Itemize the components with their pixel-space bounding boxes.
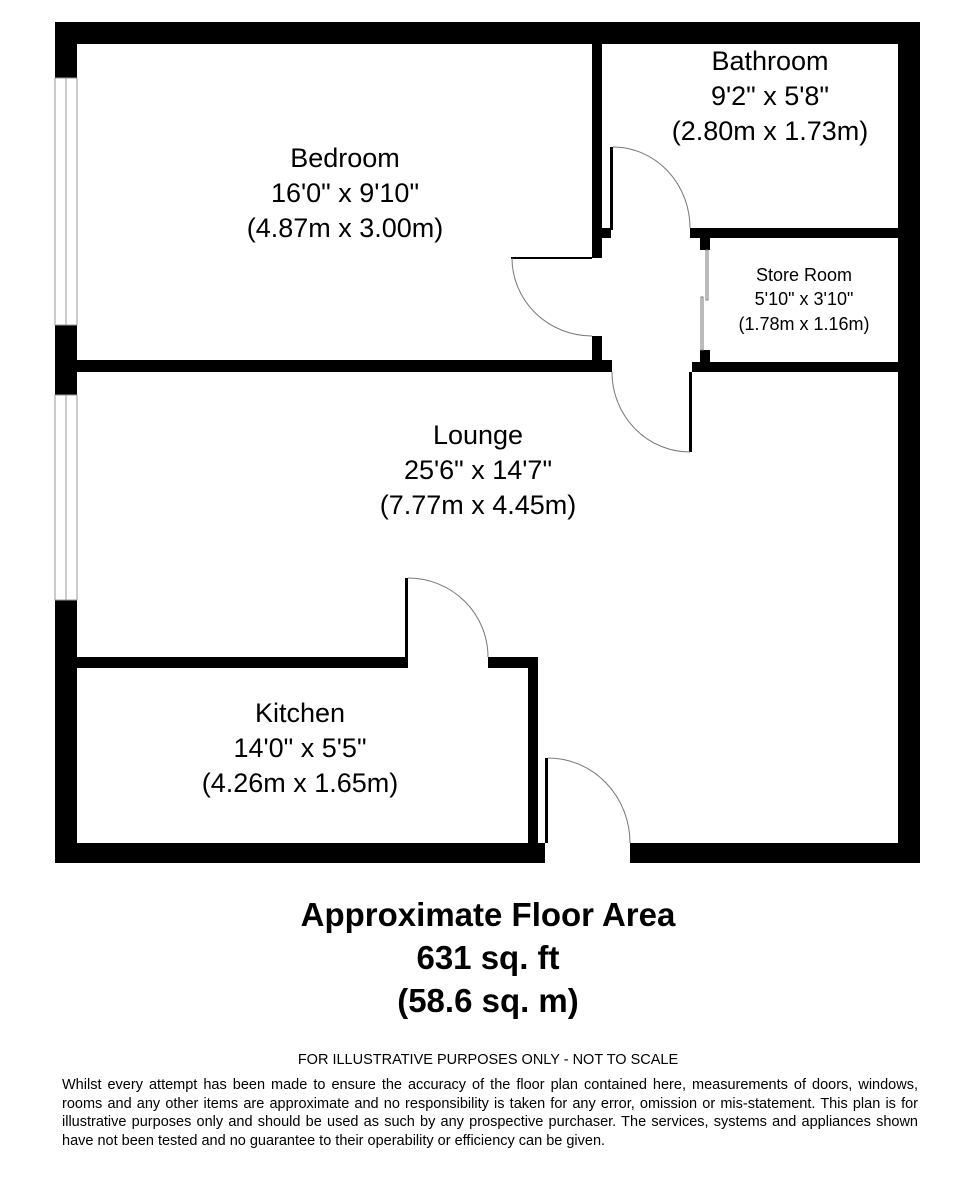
left-wall-upper bbox=[55, 22, 77, 78]
lounge-door-leaf bbox=[689, 372, 692, 452]
kitchen-top-wall bbox=[55, 657, 408, 668]
store-room-name: Store Room bbox=[755, 265, 853, 285]
bathroom-imperial: 9'2" x 5'8" bbox=[710, 81, 830, 112]
room-label-bedroom bbox=[170, 141, 520, 246]
bottom-wall-right bbox=[630, 843, 920, 863]
bedroom-bathroom-wall bbox=[592, 44, 602, 258]
bathroom-door-leaf bbox=[610, 147, 613, 230]
disclaimer-text: Whilst every attempt has been made to ensure the accuracy of the floor plan contained here, measurements of doors, windows, rooms and any other items are approximate and no responsibility is taken for any error, omission or mis-statement. This plan is for illustrative purposes only and should be used as such by any prospective purchaser. The services, systems and appliances shown have not been tested and no guarantee to their operability or efficiency can be given. bbox=[62, 1077, 918, 1149]
lounge-metric: (7.77m x 4.45m) bbox=[379, 490, 577, 521]
floor-area-metric: (58.6 sq. m) bbox=[397, 982, 579, 1019]
lounge-name: Lounge bbox=[432, 420, 524, 450]
floor-area-imperial: 631 sq. ft bbox=[416, 939, 560, 976]
bedroom-imperial: 16'0" x 9'10" bbox=[270, 178, 420, 209]
room-label-store-room bbox=[710, 263, 898, 336]
left-wall-lower bbox=[55, 600, 77, 863]
scale-notice: FOR ILLUSTRATIVE PURPOSES ONLY - NOT TO SCALE bbox=[297, 1052, 679, 1068]
bathroom-metric: (2.80m x 1.73m) bbox=[671, 116, 869, 147]
bathroom-store-wall bbox=[690, 228, 920, 238]
store-room-imperial: 5'10" x 3'10" bbox=[754, 289, 854, 310]
bottom-wall-left bbox=[55, 843, 545, 863]
floor-area-summary bbox=[0, 893, 976, 1022]
store-jamb-bottom bbox=[700, 350, 710, 362]
room-label-lounge bbox=[300, 418, 656, 523]
store-lounge-wall bbox=[692, 362, 920, 372]
top-wall bbox=[55, 22, 920, 44]
entrance-door-swing bbox=[548, 758, 630, 843]
kitchen-imperial: 14'0" x 5'5" bbox=[233, 733, 367, 764]
bathroom-door-swing bbox=[613, 147, 690, 228]
bathroom-name: Bathroom bbox=[711, 46, 829, 76]
bathroom-door-jamb bbox=[602, 228, 611, 238]
room-label-kitchen bbox=[150, 696, 450, 801]
bedroom-lounge-wall bbox=[55, 360, 612, 372]
bedroom-door-swing bbox=[512, 258, 592, 336]
store-sliding-door-1 bbox=[706, 250, 708, 300]
kitchen-name: Kitchen bbox=[254, 698, 346, 728]
floor-area-title: Approximate Floor Area bbox=[300, 896, 676, 933]
kitchen-metric: (4.26m x 1.65m) bbox=[201, 768, 399, 799]
kitchen-door-swing bbox=[408, 578, 488, 657]
bedroom-name: Bedroom bbox=[290, 143, 400, 173]
bedroom-metric: (4.87m x 3.00m) bbox=[246, 213, 444, 244]
lounge-imperial: 25'6" x 14'7" bbox=[403, 455, 553, 486]
entrance-door-leaf bbox=[545, 758, 548, 843]
kitchen-right-wall bbox=[528, 657, 538, 847]
store-sliding-door-2 bbox=[701, 297, 703, 350]
kitchen-door-leaf bbox=[405, 578, 408, 658]
room-label-bathroom bbox=[620, 44, 920, 149]
store-jamb-top bbox=[700, 238, 710, 250]
store-room-metric: (1.78m x 1.16m) bbox=[738, 313, 870, 334]
